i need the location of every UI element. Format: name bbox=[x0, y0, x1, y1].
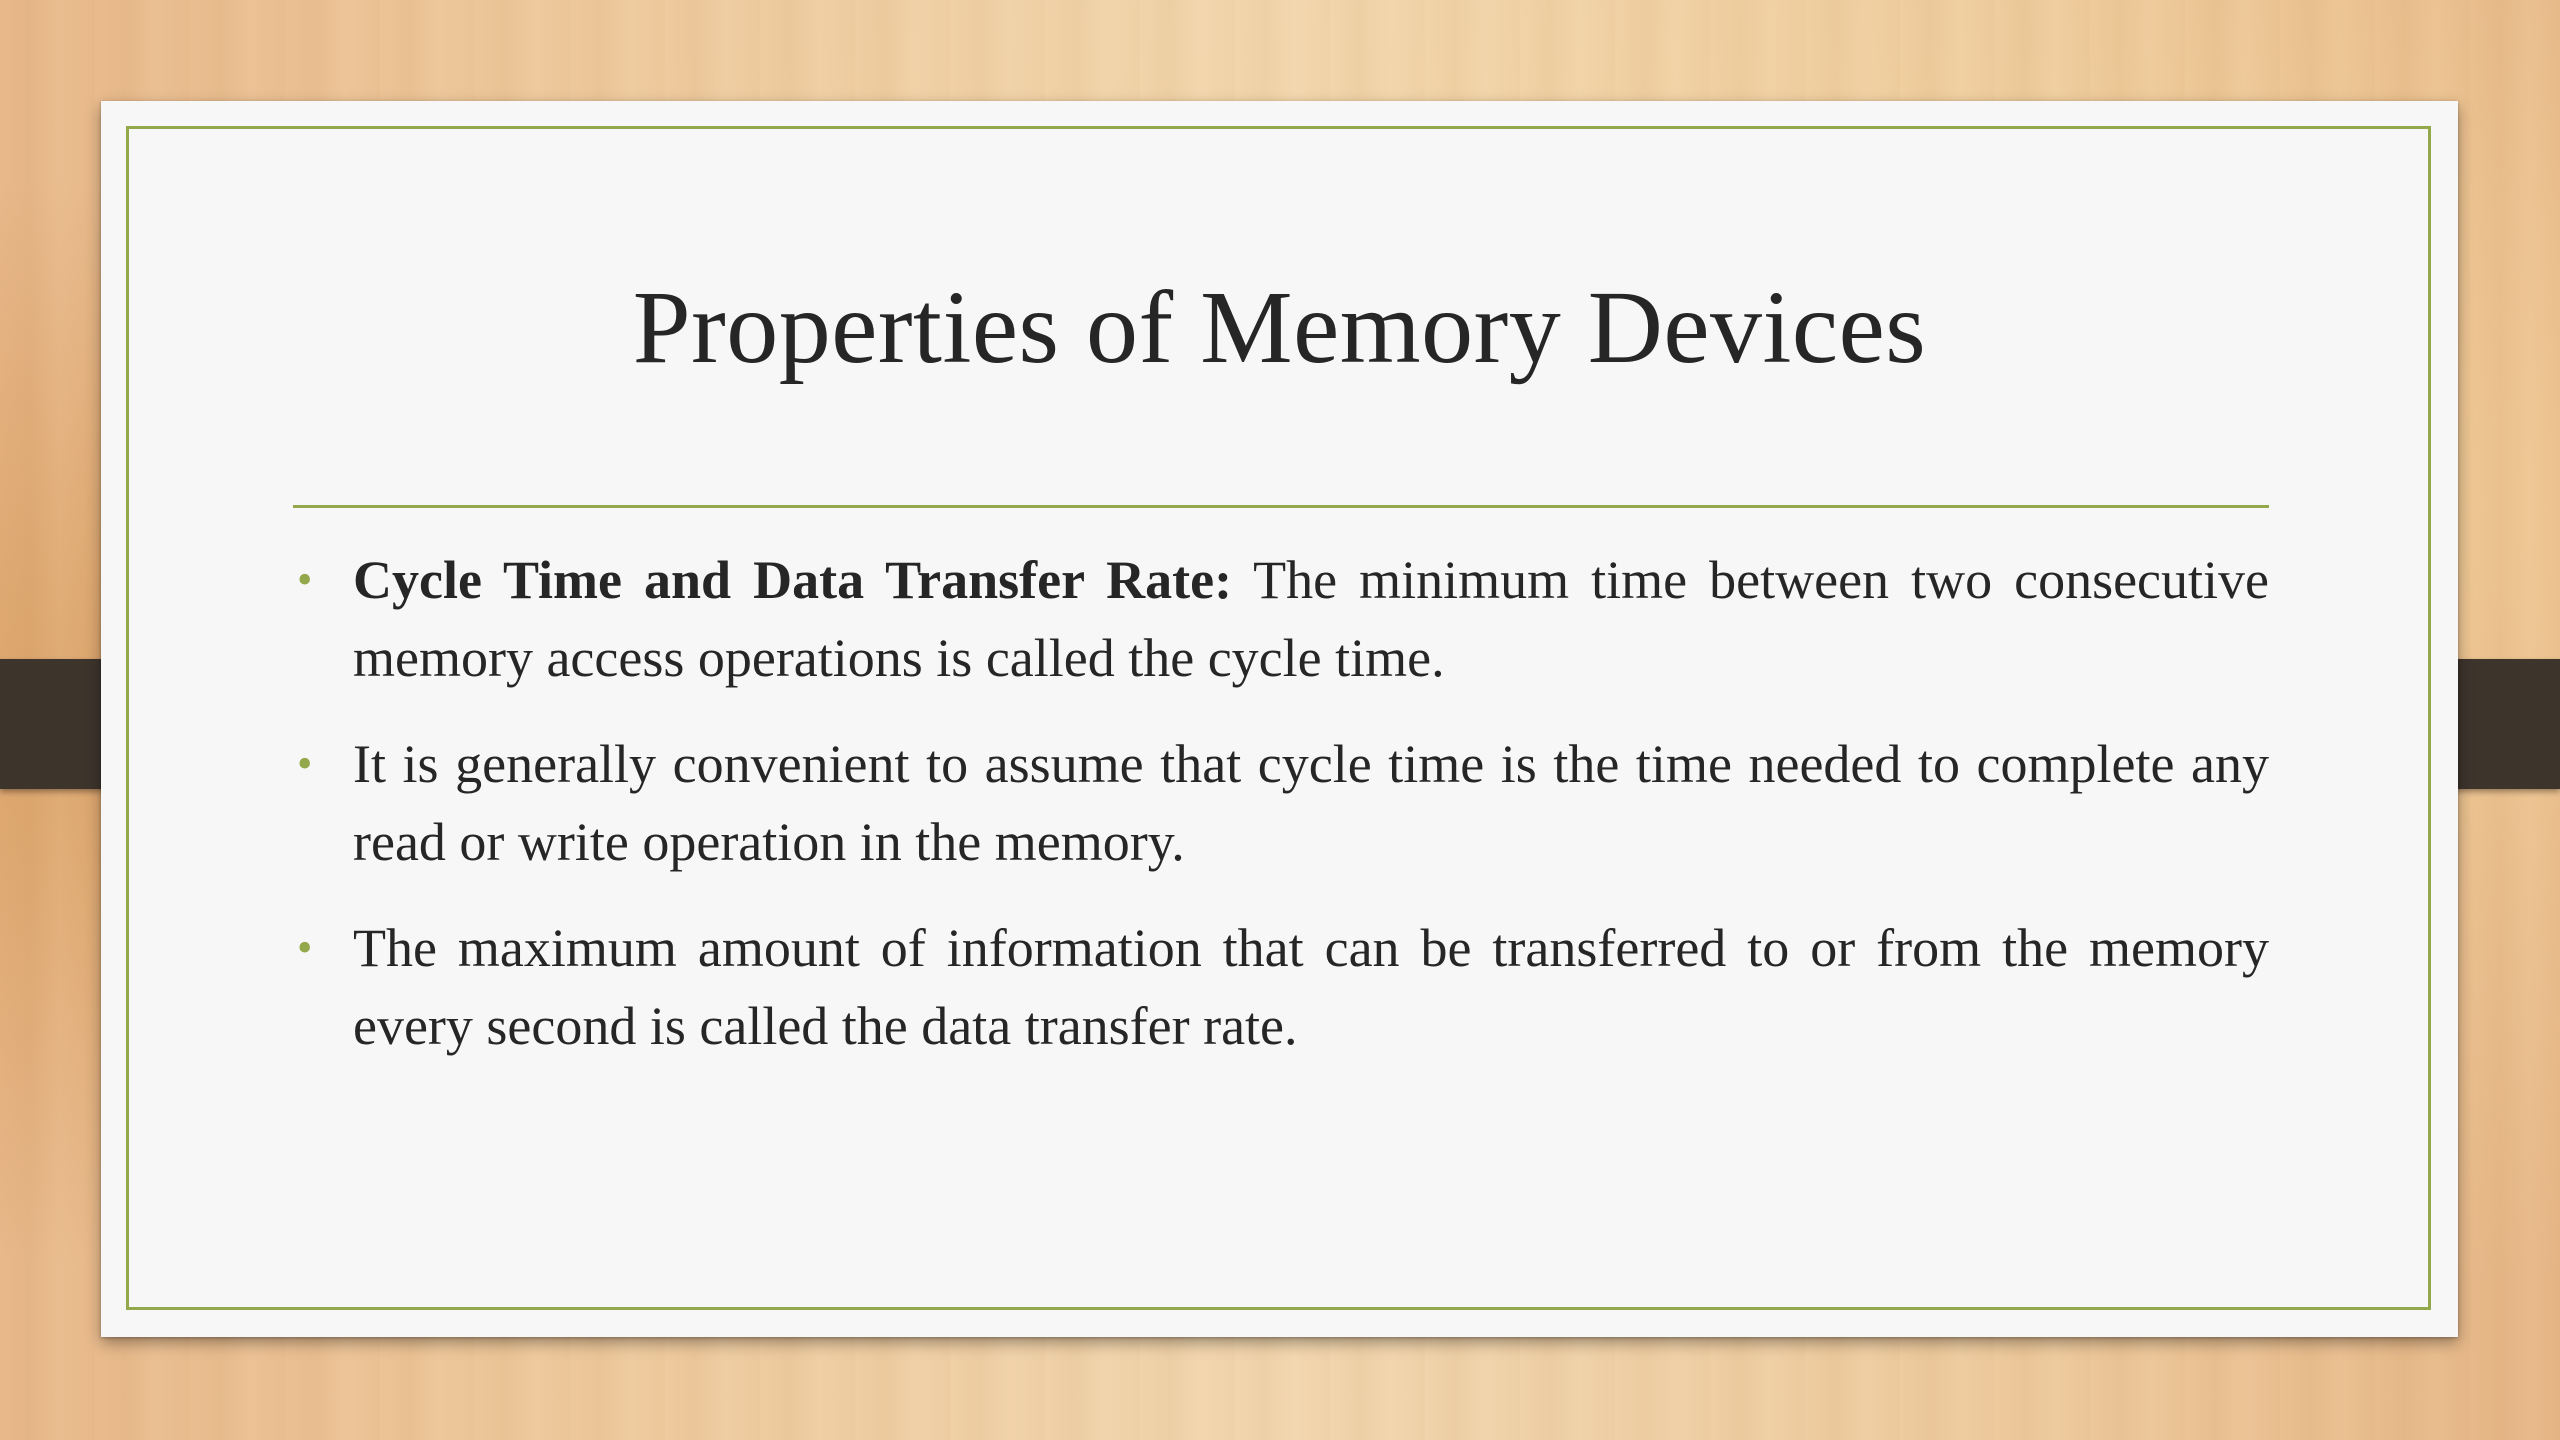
bullet-bold-term: Cycle Time and Data Transfer Rate: bbox=[353, 550, 1233, 610]
bullet-dot-icon: • bbox=[297, 555, 313, 604]
bullet-item bbox=[293, 909, 2269, 1065]
bullet-item bbox=[293, 541, 2269, 697]
bullet-item bbox=[293, 725, 2269, 881]
bullet-dot-icon: • bbox=[297, 739, 313, 788]
bullet-text: It is generally convenient to assume that cycle time is the time needed to complete any read or write operation in the memory. bbox=[353, 734, 2269, 872]
slide-title: Properties of Memory Devices bbox=[632, 270, 1927, 385]
slide bbox=[101, 101, 2458, 1337]
bullet-dot-icon: • bbox=[297, 923, 313, 972]
bullet-text: The maximum amount of information that can be transferred to or from the memory every second is called the data transfer rate. bbox=[353, 918, 2269, 1056]
bullet-text: The minimum time between two consecutive memory access operations is called the cycle time. bbox=[353, 550, 2269, 688]
bullet-list bbox=[293, 541, 2269, 1093]
title-divider bbox=[293, 505, 2269, 508]
